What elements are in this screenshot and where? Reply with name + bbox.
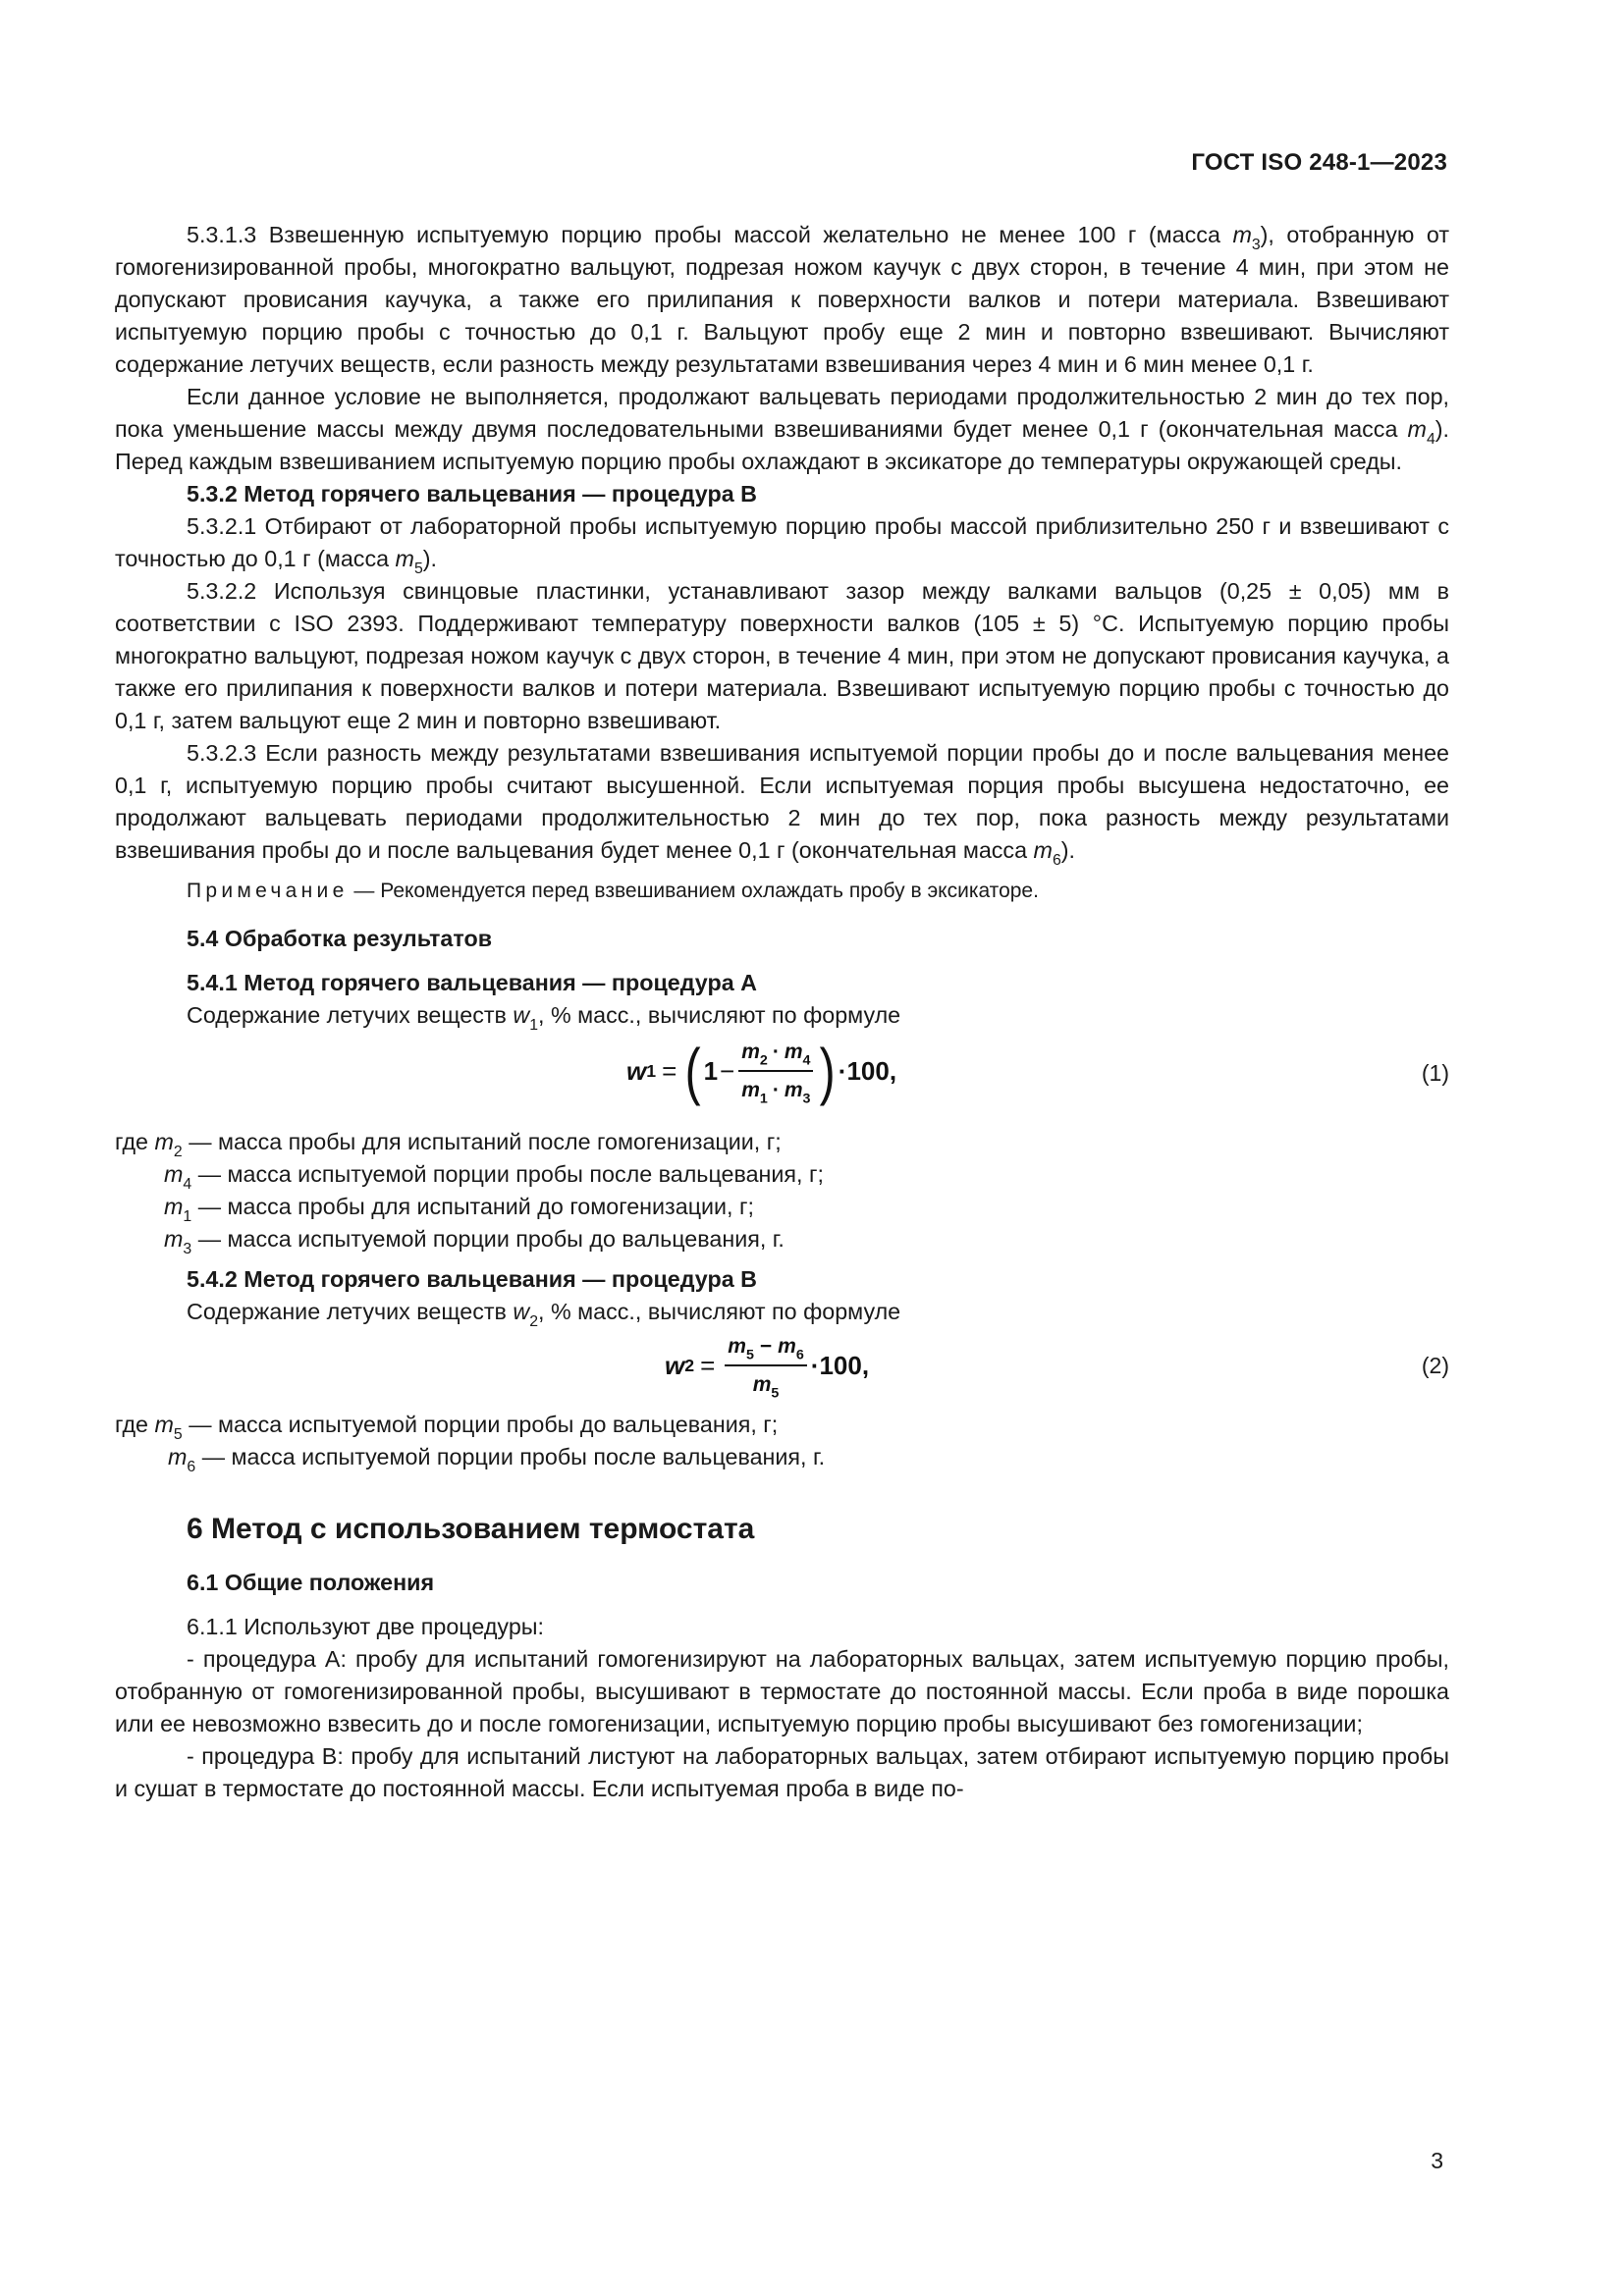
note <box>115 875 1449 907</box>
legend-2-row-m5: где $m_5$ — масса испытуемой порции пробы до вальцевания, г; <box>115 1412 779 1444</box>
heading-6-1: 6.1 Общие положения <box>187 1570 435 1595</box>
heading-5-4-1: 5.4.1 Метод горячего вальцевания — процедура А <box>187 970 757 995</box>
heading-5-3-2: 5.3.2 Метод горячего вальцевания — процедура В <box>187 481 757 507</box>
paragraph-5-3-2-1: 5.3.2.1 Отбирают от лабораторной пробы испытуемую порцию пробы массой приблизительно 250 г и взвешивают с точностью до 0,1 г (масса $m_5$). <box>115 513 1449 578</box>
list-item-procedure-a: - процедура А: пробу для испытаний гомогенизируют на лабораторных вальцах, затем испытуемую порцию пробы, отобранную от гомогенизированной пробы, высушивают в термостате до постоянной массы. Если проба в виде порошка или ее невозможно взвесить до и после гомогенизации, испытуемую порцию пробы высушивают без гомогенизации; <box>115 1646 1449 1736</box>
formula-1: w 1 = ( 1 − $\frac{m_2 \cdot m_4}{m_1 \cdot m_3}$ ) ·100, <box>626 1036 897 1107</box>
paragraph-6-1-1: 6.1.1 Используют две процедуры: <box>187 1614 544 1639</box>
equation-number-1: (1) <box>1421 1060 1449 1086</box>
formula-2-intro: Содержание летучих веществ $w_2$, % масс., вычисляют по формуле <box>187 1299 901 1331</box>
formula-1-row <box>115 1032 1449 1126</box>
formula-2: w 2 = $\frac{m_5 - m_6}{m_5}$ ·100, <box>665 1330 869 1401</box>
equation-number-2: (2) <box>1421 1353 1449 1378</box>
list-item-procedure-b: - процедура В: пробу для испытаний листуют на лабораторных вальцах, затем отбирают испытуемую порцию пробы и сушат в термостате до постоянной массы. Если испытуемая проба в виде по- <box>115 1743 1449 1801</box>
heading-6: 6 Метод с использованием термостата <box>187 1513 755 1545</box>
page-body <box>115 219 1449 1805</box>
legend-1-row-m3: $m_3$ — масса испытуемой порции пробы до вальцевания, г. <box>164 1226 785 1258</box>
note-text: — Рекомендуется перед взвешиванием охлаждать пробу в эксикаторе. <box>348 880 1039 902</box>
heading-5-4: 5.4 Обработка результатов <box>187 926 493 951</box>
legend-1-row-m1: $m_1$ — масса пробы для испытаний до гомогенизации, г; <box>164 1194 754 1226</box>
note-label: Примечание <box>187 880 349 902</box>
paragraph-5-3-1-3-cont: Если данное условие не выполняется, продолжают вальцевать периодами продолжительностью 2 мин до тех пор, пока уменьшение массы между двумя последовательными взвешиваниями будет менее 0,1 г (окончательная масса $m_4$). Перед каждым взвешиванием испытуемую порцию пробы охлаждают в эксикаторе до температуры окружающей среды. <box>115 384 1449 474</box>
formula-2-fraction: $\frac{m_5 - m_6}{m_5}$ <box>725 1330 807 1401</box>
formula-1-fraction: $\frac{m_2 \cdot m_4}{m_1 \cdot m_3}$ <box>738 1036 813 1106</box>
legend-1-row-m4: $m_4$ — масса испытуемой порции пробы после вальцевания, г; <box>164 1161 824 1194</box>
formula-2-row <box>115 1328 1449 1409</box>
paragraph-5-3-2-3: 5.3.2.3 Если разность между результатами взвешивания испытуемой порции пробы до и после вальцевания менее 0,1 г, испытуемую порцию пробы считают высушенной. Если испытуемая порция пробы высушена недостаточно, ее продолжают вальцевать периодами продолжительностью 2 мин до тех пор, пока разность между результатами взвешивания пробы до и после вальцевания будет менее 0,1 г (окончательная масса $m_6$). <box>115 740 1449 870</box>
legend-1-row-m2: где $m_2$ — масса пробы для испытаний после гомогенизации, г; <box>115 1129 782 1161</box>
paragraph-5-3-1-3: 5.3.1.3 Взвешенную испытуемую порцию пробы массой желательно не менее 100 г (масса $m_3$), отобранную от гомогенизированной пробы, многократно вальцуют, подрезая ножом каучук с двух сторон, в течение 4 мин, при этом не допускают провисания каучука, а также его прилипания к поверхности валков и потери материала. Взвешивают испытуемую порцию пробы с точностью до 0,1 г. Вальцуют пробу еще 2 мин и повторно взвешивают. Вычисляют содержание летучих веществ, если разность между результатами взвешивания через 4 мин и 6 мин менее 0,1 г. <box>115 222 1449 377</box>
page-number: 3 <box>1431 2148 1443 2173</box>
running-header: ГОСТ ISO 248-1—2023 <box>1191 149 1447 176</box>
legend-2-row-m6: $m_6$ — масса испытуемой порции пробы после вальцевания, г. <box>168 1444 826 1476</box>
heading-5-4-2: 5.4.2 Метод горячего вальцевания — процедура В <box>187 1266 757 1292</box>
paragraph-5-3-2-2: 5.3.2.2 Используя свинцовые пластинки, устанавливают зазор между валками вальцов (0,25 ± 0,05) мм в соответствии с ISO 2393. Поддерживают температуру поверхности валков (105 ± 5) °С. Испытуемую порцию пробы многократно вальцуют, подрезая ножом каучук с двух сторон, в течение 4 мин, при этом не допускают провисания каучука, а также его прилипания к поверхности валков и потери материала. Взвешивают испытуемую порцию пробы с точностью до 0,1 г, затем вальцуют еще 2 мин и повторно взвешивают. <box>115 578 1449 733</box>
formula-1-intro: Содержание летучих веществ $w_1$, % масс., вычисляют по формуле <box>187 1002 901 1035</box>
